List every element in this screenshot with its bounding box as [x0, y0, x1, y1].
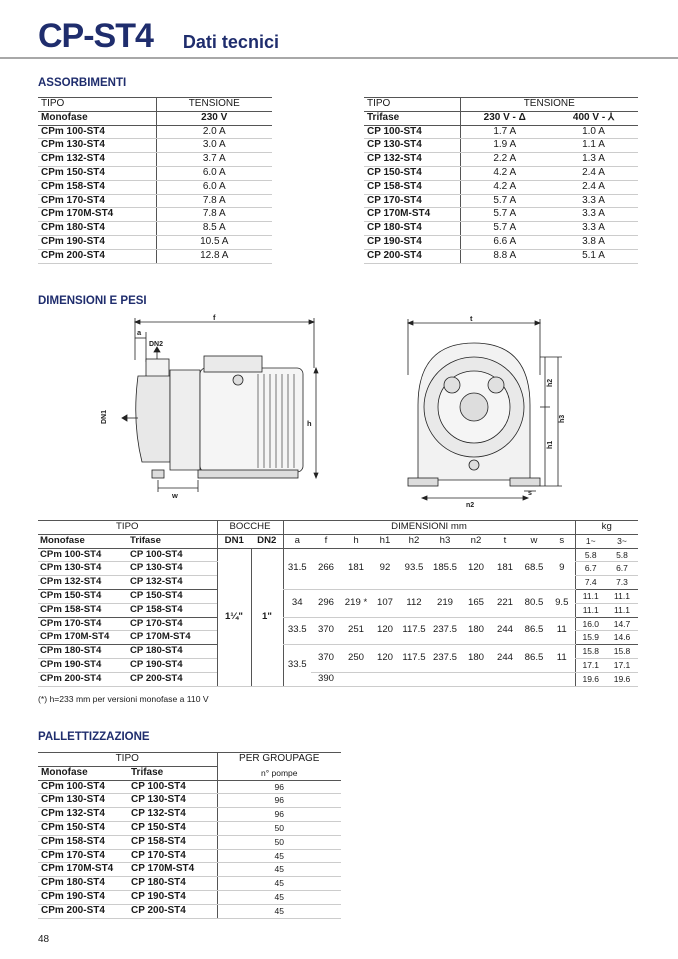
model-name: CP 100-ST4: [364, 125, 460, 139]
pump-count-value: 96: [217, 780, 341, 794]
table-row: [38, 863, 341, 877]
current-value-400v: 3.3 A: [549, 208, 638, 222]
model-name: CP 150-ST4: [364, 166, 460, 180]
model-name-single-phase: CPm 158-ST4: [38, 835, 128, 849]
model-name: CP 190-ST4: [364, 235, 460, 249]
current-value-230v: 1.7 A: [460, 125, 549, 139]
table-row: [38, 548, 638, 562]
dimension-value: 237.5: [429, 645, 461, 673]
column-subheader: w: [519, 534, 549, 548]
table-row: [38, 672, 638, 686]
table-row: [364, 249, 638, 263]
subheader-voltage: 230 V: [156, 111, 272, 125]
table-row: [364, 139, 638, 153]
current-value-400v: 2.4 A: [549, 166, 638, 180]
dim-label-n2: n2: [466, 502, 475, 509]
table-row: [364, 125, 638, 139]
pump-front-view-drawing: [400, 315, 580, 507]
model-name-single-phase: CPm 100-ST4: [38, 548, 128, 562]
table-row: [38, 821, 341, 835]
current-value: 6.0 A: [156, 166, 272, 180]
current-value: 6.0 A: [156, 180, 272, 194]
model-name-three-phase: CP 100-ST4: [128, 780, 217, 794]
model-name: CPm 190-ST4: [38, 235, 156, 249]
weight-three-phase: 11.1: [606, 603, 638, 617]
dim-label-h3: h3: [559, 414, 566, 423]
subheader-monofase: Monofase: [38, 111, 156, 125]
dimension-value: 9.5: [549, 589, 575, 617]
current-value-230v: 4.2 A: [460, 166, 549, 180]
table-row: [38, 835, 341, 849]
subheader-voltage-star: 400 V - ⅄: [549, 111, 638, 125]
table-row: [364, 153, 638, 167]
empty-cell: [429, 672, 461, 686]
column-subheader: 1~: [575, 534, 606, 548]
table-row: [38, 808, 341, 822]
dimension-value: 120: [371, 645, 399, 673]
pump-count-value: 45: [217, 890, 341, 904]
model-name: CP 170M-ST4: [364, 208, 460, 222]
column-subheader: a: [283, 534, 311, 548]
dimension-value: 244: [491, 645, 519, 673]
model-name: CPm 100-ST4: [38, 125, 156, 139]
dimension-value: 120: [371, 617, 399, 645]
table-row: [38, 139, 272, 153]
dimension-value: 86.5: [519, 645, 549, 673]
column-subheader: n2: [461, 534, 491, 548]
subheader-monofase: Monofase: [38, 766, 128, 780]
dim-label-w: w: [172, 491, 178, 500]
dimension-value: 250: [341, 645, 371, 673]
model-name: CPm 170-ST4: [38, 194, 156, 208]
dimension-value: 181: [491, 548, 519, 589]
model-name: CPm 180-ST4: [38, 222, 156, 236]
model-name-single-phase: CPm 170-ST4: [38, 617, 128, 631]
model-name-single-phase: CPm 170M-ST4: [38, 631, 128, 645]
model-name-single-phase: CPm 190-ST4: [38, 658, 128, 672]
table-row: [38, 877, 341, 891]
model-name-three-phase: CP 132-ST4: [128, 808, 217, 822]
port-dn1-value: 1¼": [217, 548, 251, 686]
model-name-single-phase: CPm 150-ST4: [38, 821, 128, 835]
model-name: CPm 132-ST4: [38, 153, 156, 167]
current-value-400v: 5.1 A: [549, 249, 638, 263]
current-value-400v: 1.0 A: [549, 125, 638, 139]
dimension-value: 117.5: [399, 617, 429, 645]
current-value-230v: 1.9 A: [460, 139, 549, 153]
dimension-value: 296: [311, 589, 341, 617]
weight-three-phase: 17.1: [606, 658, 638, 672]
model-name-single-phase: CPm 150-ST4: [38, 589, 128, 603]
current-value-230v: 4.2 A: [460, 180, 549, 194]
pump-count-value: 50: [217, 821, 341, 835]
weight-single-phase: 5.8: [575, 548, 606, 562]
empty-cell: [341, 672, 371, 686]
dimension-value: 112: [399, 589, 429, 617]
column-header-kg: kg: [575, 521, 638, 535]
model-name-single-phase: CPm 130-ST4: [38, 562, 128, 576]
dimension-value: 92: [371, 548, 399, 589]
model-name-three-phase: CP 132-ST4: [128, 576, 217, 590]
table-row: [38, 645, 638, 659]
empty-cell: [461, 672, 491, 686]
model-name: CPm 170M-ST4: [38, 208, 156, 222]
current-value: 7.8 A: [156, 194, 272, 208]
dimension-value: 31.5: [283, 548, 311, 589]
empty-cell: [491, 672, 519, 686]
model-name-single-phase: CPm 100-ST4: [38, 780, 128, 794]
dimension-value: 221: [491, 589, 519, 617]
dimension-value: 93.5: [399, 548, 429, 589]
dimensions-table: [38, 520, 638, 687]
weight-three-phase: 6.7: [606, 562, 638, 576]
dim-label-t: t: [470, 314, 473, 323]
section-heading-dimensioni: DIMENSIONI E PESI: [38, 295, 147, 307]
current-value-400v: 1.3 A: [549, 153, 638, 167]
model-name: CP 180-ST4: [364, 222, 460, 236]
dimension-value: 80.5: [519, 589, 549, 617]
weight-single-phase: 16.0: [575, 617, 606, 631]
current-value-400v: 3.8 A: [549, 235, 638, 249]
column-header-tensione: TENSIONE: [460, 98, 638, 112]
dimension-value: 33.5: [283, 645, 311, 686]
dimension-value: 219 *: [341, 589, 371, 617]
column-header-tipo: TIPO: [38, 521, 217, 535]
dim-label-s: s: [528, 490, 532, 497]
model-name: CP 130-ST4: [364, 139, 460, 153]
dimension-value: 237.5: [429, 617, 461, 645]
weight-single-phase: 19.6: [575, 672, 606, 686]
dimension-value: 34: [283, 589, 311, 617]
model-name-three-phase: CP 150-ST4: [128, 589, 217, 603]
model-name-single-phase: CPm 158-ST4: [38, 603, 128, 617]
current-value-230v: 5.7 A: [460, 194, 549, 208]
model-name-three-phase: CP 100-ST4: [128, 548, 217, 562]
subheader-pump-count: n° pompe: [217, 766, 341, 780]
dimension-value: 120: [461, 548, 491, 589]
model-name-single-phase: CPm 180-ST4: [38, 877, 128, 891]
dimension-value: 244: [491, 617, 519, 645]
table-row: [38, 794, 341, 808]
page-header: [38, 18, 279, 54]
model-name-three-phase: CP 200-ST4: [128, 672, 217, 686]
dimension-value: 86.5: [519, 617, 549, 645]
current-value: 8.5 A: [156, 222, 272, 236]
dimension-value: 33.5: [283, 617, 311, 645]
table-row: [38, 249, 272, 263]
model-name-single-phase: CPm 200-ST4: [38, 904, 128, 918]
weight-single-phase: 6.7: [575, 562, 606, 576]
weight-three-phase: 15.8: [606, 645, 638, 659]
page-subtitle: Dati tecnici: [182, 32, 279, 52]
weight-three-phase: 11.1: [606, 589, 638, 603]
column-subheader: h: [341, 534, 371, 548]
model-name-single-phase: CPm 170-ST4: [38, 849, 128, 863]
table-row: [38, 890, 341, 904]
column-subheader: 3~: [606, 534, 638, 548]
dim-label-dn2: DN2: [149, 341, 164, 348]
dimension-value: 117.5: [399, 645, 429, 673]
pump-count-value: 45: [217, 849, 341, 863]
column-subheader: h3: [429, 534, 461, 548]
weight-three-phase: 14.7: [606, 617, 638, 631]
weight-single-phase: 7.4: [575, 576, 606, 590]
table-row: [38, 222, 272, 236]
table-row: [364, 208, 638, 222]
model-name: CPm 200-ST4: [38, 249, 156, 263]
model-name-three-phase: CP 158-ST4: [128, 835, 217, 849]
dim-label-f: f: [213, 313, 216, 322]
page-number: 48: [38, 934, 50, 945]
weight-single-phase: 17.1: [575, 658, 606, 672]
column-subheader: h2: [399, 534, 429, 548]
model-name: CP 200-ST4: [364, 249, 460, 263]
model-name-three-phase: CP 180-ST4: [128, 877, 217, 891]
table-row: [38, 194, 272, 208]
column-subheader: f: [311, 534, 341, 548]
table-row: [364, 166, 638, 180]
table-row: [38, 166, 272, 180]
dimension-value: 165: [461, 589, 491, 617]
table-row: [364, 180, 638, 194]
current-value: 7.8 A: [156, 208, 272, 222]
model-name-three-phase: CP 130-ST4: [128, 794, 217, 808]
current-value-400v: 3.3 A: [549, 194, 638, 208]
column-subheader: t: [491, 534, 519, 548]
model-name-three-phase: CP 170M-ST4: [128, 631, 217, 645]
column-header-groupage: PER GROUPAGE: [217, 753, 341, 767]
model-name-single-phase: CPm 132-ST4: [38, 576, 128, 590]
dimension-value: 370: [311, 617, 341, 645]
page-title: CP-ST4: [38, 17, 153, 55]
model-name-single-phase: CPm 170M-ST4: [38, 863, 128, 877]
empty-cell: [399, 672, 429, 686]
dimension-value: 266: [311, 548, 341, 589]
column-subheader: Trifase: [128, 534, 217, 548]
dimension-value: 107: [371, 589, 399, 617]
absorption-table-single-phase: [38, 97, 272, 264]
subheader-trifase: Trifase: [128, 766, 217, 780]
dimension-value: 180: [461, 645, 491, 673]
model-name-single-phase: CPm 190-ST4: [38, 890, 128, 904]
current-value-230v: 2.2 A: [460, 153, 549, 167]
title-divider: [0, 57, 678, 59]
section-heading-pallettizzazione: PALLETTIZZAZIONE: [38, 731, 150, 743]
table-row: [38, 904, 341, 918]
weight-single-phase: 11.1: [575, 589, 606, 603]
pump-count-value: 96: [217, 794, 341, 808]
column-subheader: DN1: [217, 534, 251, 548]
model-name-three-phase: CP 170-ST4: [128, 849, 217, 863]
weight-three-phase: 19.6: [606, 672, 638, 686]
model-name: CP 170-ST4: [364, 194, 460, 208]
column-header-dimensioni: DIMENSIONI mm: [283, 521, 575, 535]
pump-count-value: 96: [217, 808, 341, 822]
subheader-trifase: Trifase: [364, 111, 460, 125]
dimension-value: 219: [429, 589, 461, 617]
footnote: (*) h=233 mm per versioni monofase a 110 V: [38, 694, 209, 704]
model-name-three-phase: CP 190-ST4: [128, 658, 217, 672]
pump-side-view-drawing: [101, 312, 323, 504]
absorption-table-three-phase: [364, 97, 638, 264]
current-value-230v: 6.6 A: [460, 235, 549, 249]
table-row: [38, 125, 272, 139]
column-header-tipo: TIPO: [38, 753, 217, 767]
dim-label-h2: h2: [547, 378, 554, 387]
palletization-table: [38, 752, 341, 919]
model-name: CP 158-ST4: [364, 180, 460, 194]
dimension-value: 370: [311, 645, 341, 673]
column-header-tipo: TIPO: [364, 98, 460, 112]
pump-count-value: 45: [217, 904, 341, 918]
table-row: [38, 780, 341, 794]
model-name-single-phase: CPm 132-ST4: [38, 808, 128, 822]
pump-count-value: 45: [217, 877, 341, 891]
current-value-230v: 5.7 A: [460, 222, 549, 236]
weight-three-phase: 14.6: [606, 631, 638, 645]
current-value: 3.7 A: [156, 153, 272, 167]
current-value: 10.5 A: [156, 235, 272, 249]
dimension-value: 390: [311, 672, 341, 686]
model-name-single-phase: CPm 200-ST4: [38, 672, 128, 686]
model-name-three-phase: CP 130-ST4: [128, 562, 217, 576]
empty-cell: [371, 672, 399, 686]
table-row: [364, 194, 638, 208]
pump-count-value: 50: [217, 835, 341, 849]
model-name: CPm 130-ST4: [38, 139, 156, 153]
column-header-tipo: TIPO: [38, 98, 156, 112]
dim-label-dn1: DN1: [101, 409, 108, 424]
current-value-400v: 2.4 A: [549, 180, 638, 194]
weight-three-phase: 7.3: [606, 576, 638, 590]
dimension-value: 180: [461, 617, 491, 645]
dim-label-h: h: [307, 419, 312, 428]
table-row: [38, 208, 272, 222]
model-name-three-phase: CP 158-ST4: [128, 603, 217, 617]
table-row: [38, 180, 272, 194]
current-value: 12.8 A: [156, 249, 272, 263]
column-header-tensione: TENSIONE: [156, 98, 272, 112]
pump-count-value: 45: [217, 863, 341, 877]
weight-three-phase: 5.8: [606, 548, 638, 562]
column-header-bocche: BOCCHE: [217, 521, 283, 535]
empty-cell: [519, 672, 549, 686]
table-row: [38, 153, 272, 167]
table-row: [38, 235, 272, 249]
dimension-value: 68.5: [519, 548, 549, 589]
table-row: [38, 589, 638, 603]
current-value: 2.0 A: [156, 125, 272, 139]
column-subheader: h1: [371, 534, 399, 548]
model-name-single-phase: CPm 180-ST4: [38, 645, 128, 659]
model-name-single-phase: CPm 130-ST4: [38, 794, 128, 808]
weight-single-phase: 15.8: [575, 645, 606, 659]
dimension-value: 251: [341, 617, 371, 645]
current-value: 3.0 A: [156, 139, 272, 153]
weight-single-phase: 15.9: [575, 631, 606, 645]
column-subheader: Monofase: [38, 534, 128, 548]
table-row: [38, 849, 341, 863]
column-subheader: s: [549, 534, 575, 548]
port-dn2-value: 1": [251, 548, 283, 686]
model-name-three-phase: CP 170-ST4: [128, 617, 217, 631]
table-row: [364, 222, 638, 236]
model-name-three-phase: CP 200-ST4: [128, 904, 217, 918]
dimension-value: 181: [341, 548, 371, 589]
weight-single-phase: 11.1: [575, 603, 606, 617]
table-row: [38, 617, 638, 631]
dimension-value: 185.5: [429, 548, 461, 589]
model-name-three-phase: CP 190-ST4: [128, 890, 217, 904]
table-row: [364, 235, 638, 249]
model-name: CPm 150-ST4: [38, 166, 156, 180]
subheader-voltage-delta: 230 V - Δ: [460, 111, 549, 125]
model-name-three-phase: CP 150-ST4: [128, 821, 217, 835]
dimension-value: 11: [549, 645, 575, 673]
dimension-value: 11: [549, 617, 575, 645]
current-value-230v: 5.7 A: [460, 208, 549, 222]
model-name-three-phase: CP 180-ST4: [128, 645, 217, 659]
model-name: CP 132-ST4: [364, 153, 460, 167]
dim-label-h1: h1: [547, 440, 554, 449]
model-name-three-phase: CP 170M-ST4: [128, 863, 217, 877]
current-value-230v: 8.8 A: [460, 249, 549, 263]
column-subheader: DN2: [251, 534, 283, 548]
dimension-value: 9: [549, 548, 575, 589]
model-name: CPm 158-ST4: [38, 180, 156, 194]
current-value-400v: 3.3 A: [549, 222, 638, 236]
dim-label-a: a: [137, 328, 142, 337]
empty-cell: [549, 672, 575, 686]
current-value-400v: 1.1 A: [549, 139, 638, 153]
section-heading-assorbimenti: ASSORBIMENTI: [38, 77, 127, 89]
